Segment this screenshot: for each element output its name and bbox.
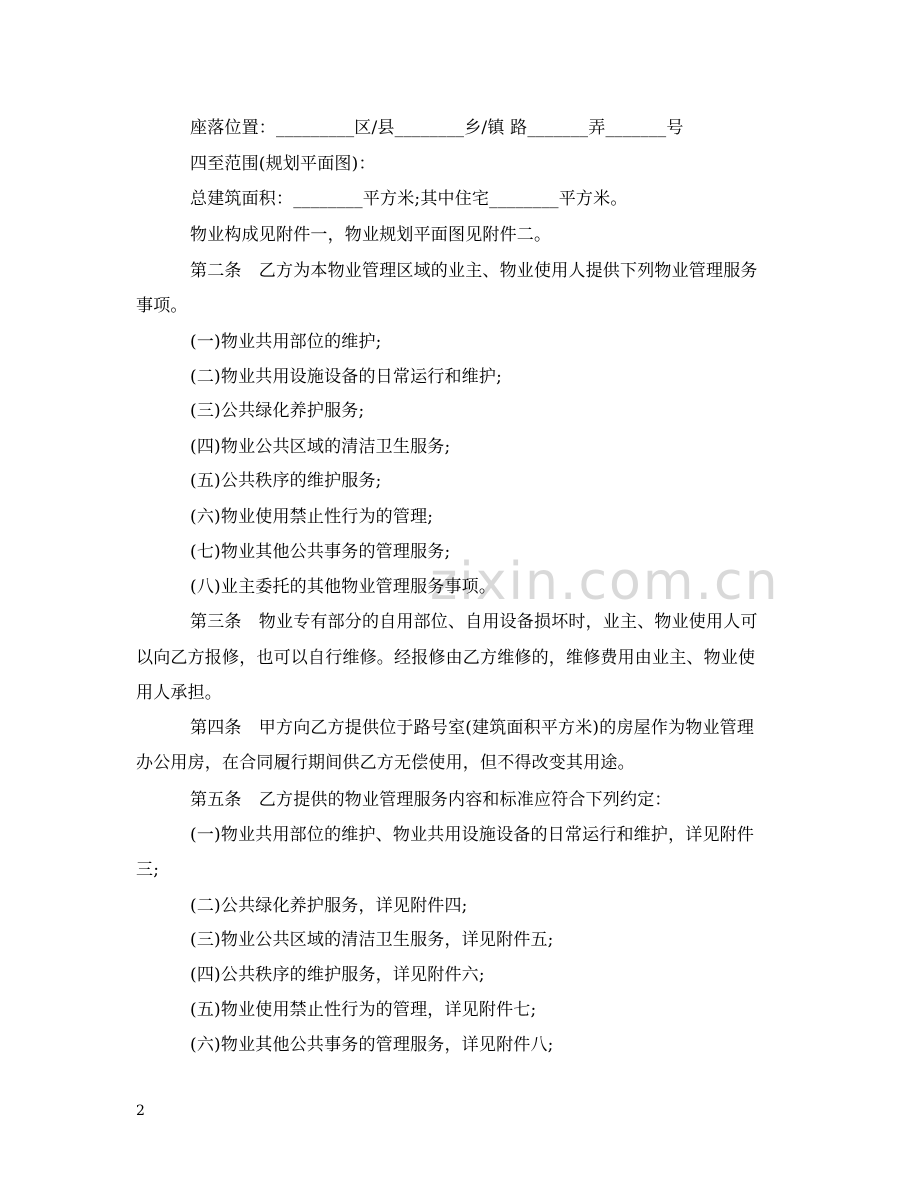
article-3-line: 以向乙方报修，也可以自行维修。经报修由乙方维修的，维修费用由业主、物业使 — [136, 648, 756, 668]
article-4-line: 第四条 甲方向乙方提供位于路号室(建筑面积平方米)的房屋作为物业管理 — [190, 718, 755, 738]
article-5-line: 第五条 乙方提供的物业管理服务内容和标准应符合下列约定： — [190, 790, 672, 810]
list-item: 三; — [136, 860, 160, 880]
list-item: (四)公共秩序的维护服务，详见附件六; — [190, 965, 485, 985]
list-item: (八)业主委托的其他物业管理服务事项。 — [190, 577, 497, 597]
list-item: (三)公共绿化养护服务; — [190, 401, 365, 421]
list-item: (二)公共绿化养护服务，详见附件四; — [190, 896, 468, 916]
list-item: (二)物业共用设施设备的日常运行和维护; — [190, 367, 502, 387]
list-item: (六)物业使用禁止性行为的管理; — [190, 507, 434, 527]
article-3-line: 用人承担。 — [136, 683, 222, 703]
article-2-line: 第二条 乙方为本物业管理区域的业主、物业使用人提供下列物业管理服务 — [190, 261, 758, 281]
watermark: zixin.com.cn — [430, 552, 780, 612]
page-number: 2 — [136, 1103, 145, 1119]
article-3-line: 第三条 物业专有部分的自用部位、自用设备损坏时，业主、物业使用人可 — [190, 612, 758, 632]
location-line: 座落位置：_________区/县________乡/镇 路_______弄_______号 — [190, 118, 684, 138]
boundary-line: 四至范围(规划平面图)： — [190, 154, 376, 174]
composition-line: 物业构成见附件一，物业规划平面图见附件二。 — [190, 225, 552, 245]
list-item: (一)物业共用部位的维护、物业共用设施设备的日常运行和维护，详见附件 — [190, 825, 755, 845]
list-item: (一)物业共用部位的维护; — [190, 332, 382, 352]
list-item: (四)物业公共区域的清洁卫生服务; — [190, 437, 451, 457]
list-item: (五)物业使用禁止性行为的管理，详见附件七; — [190, 1000, 537, 1020]
article-4-line: 办公用房，在合同履行期间供乙方无偿使用，但不得改变其用途。 — [136, 753, 635, 773]
list-item: (六)物业其他公共事务的管理服务，详见附件八; — [190, 1035, 554, 1055]
list-item: (七)物业其他公共事务的管理服务; — [190, 542, 451, 562]
list-item: (五)公共秩序的维护服务; — [190, 471, 382, 491]
article-2-line: 事项。 — [136, 296, 188, 316]
area-line: 总建筑面积：________平方米;其中住宅________平方米。 — [190, 189, 628, 209]
list-item: (三)物业公共区域的清洁卫生服务，详见附件五; — [190, 930, 554, 950]
